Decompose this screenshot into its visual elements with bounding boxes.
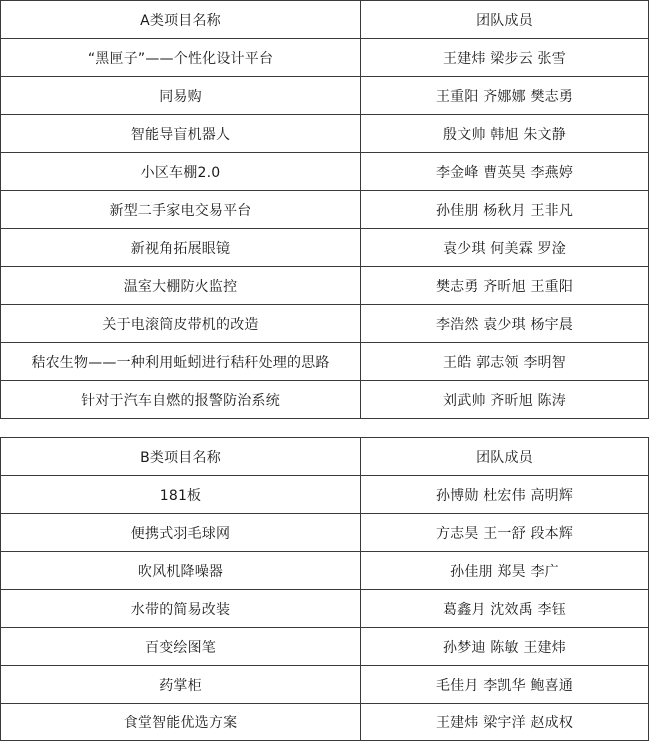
project-name-cell: 181板 xyxy=(1,476,361,514)
project-name-cell: 新型二手家电交易平台 xyxy=(1,191,361,229)
project-name-cell: 小区车棚2.0 xyxy=(1,153,361,191)
table-row xyxy=(1,552,649,590)
table-header-row xyxy=(1,438,649,476)
table-row xyxy=(1,514,649,552)
table-row xyxy=(1,476,649,514)
table-header-row xyxy=(1,1,649,39)
team-members-cell: 王皓 郭志领 李明智 xyxy=(361,343,649,381)
team-members-cell: 毛佳月 李凯华 鲍喜通 xyxy=(361,666,649,704)
team-members-cell: 王建炜 梁宇洋 赵成权 xyxy=(361,704,649,741)
project-name-cell: 秸农生物——一种利用蚯蚓进行秸秆处理的思路 xyxy=(1,343,361,381)
header-project-name: A类项目名称 xyxy=(1,1,361,39)
project-name-cell: 同易购 xyxy=(1,77,361,115)
team-members-cell: 王重阳 齐娜娜 樊志勇 xyxy=(361,77,649,115)
table-row xyxy=(1,153,649,191)
project-name-cell: 温室大棚防火监控 xyxy=(1,267,361,305)
team-members-cell: 刘武帅 齐昕旭 陈涛 xyxy=(361,381,649,419)
team-members-cell: 葛鑫月 沈效禹 李钰 xyxy=(361,590,649,628)
project-name-cell: 百变绘图笔 xyxy=(1,628,361,666)
team-members-cell: 孙佳朋 郑昊 李广 xyxy=(361,552,649,590)
project-name-cell: 新视角拓展眼镜 xyxy=(1,229,361,267)
team-members-cell: 李金峰 曹英昊 李燕婷 xyxy=(361,153,649,191)
header-project-name: B类项目名称 xyxy=(1,438,361,476)
project-name-cell: 便携式羽毛球网 xyxy=(1,514,361,552)
project-name-cell: 水带的简易改装 xyxy=(1,590,361,628)
project-name-cell: 关于电滚筒皮带机的改造 xyxy=(1,305,361,343)
project-table-b xyxy=(0,437,649,741)
project-name-cell: 智能导盲机器人 xyxy=(1,115,361,153)
table-row xyxy=(1,305,649,343)
table-row xyxy=(1,666,649,704)
team-members-cell: 殷文帅 韩旭 朱文静 xyxy=(361,115,649,153)
team-members-cell: 樊志勇 齐昕旭 王重阳 xyxy=(361,267,649,305)
table-row xyxy=(1,267,649,305)
project-name-cell: “黑匣子”——个性化设计平台 xyxy=(1,39,361,77)
team-members-cell: 李浩然 袁少琪 杨宇晨 xyxy=(361,305,649,343)
team-members-cell: 孙佳朋 杨秋月 王非凡 xyxy=(361,191,649,229)
table-row xyxy=(1,381,649,419)
project-name-cell: 药掌柜 xyxy=(1,666,361,704)
header-team-members: 团队成员 xyxy=(361,438,649,476)
table-row xyxy=(1,77,649,115)
table-row xyxy=(1,39,649,77)
team-members-cell: 方志昊 王一舒 段本辉 xyxy=(361,514,649,552)
table-row xyxy=(1,343,649,381)
table-row xyxy=(1,229,649,267)
project-name-cell: 针对于汽车自燃的报警防治系统 xyxy=(1,381,361,419)
project-name-cell: 食堂智能优选方案 xyxy=(1,704,361,741)
header-team-members: 团队成员 xyxy=(361,1,649,39)
team-members-cell: 孙梦迪 陈敏 王建炜 xyxy=(361,628,649,666)
table-row xyxy=(1,191,649,229)
team-members-cell: 袁少琪 何美霖 罗淦 xyxy=(361,229,649,267)
project-name-cell: 吹风机降噪器 xyxy=(1,552,361,590)
team-members-cell: 王建炜 梁步云 张雪 xyxy=(361,39,649,77)
table-row xyxy=(1,590,649,628)
table-row xyxy=(1,115,649,153)
table-row xyxy=(1,628,649,666)
team-members-cell: 孙博勋 杜宏伟 高明辉 xyxy=(361,476,649,514)
table-row xyxy=(1,704,649,741)
